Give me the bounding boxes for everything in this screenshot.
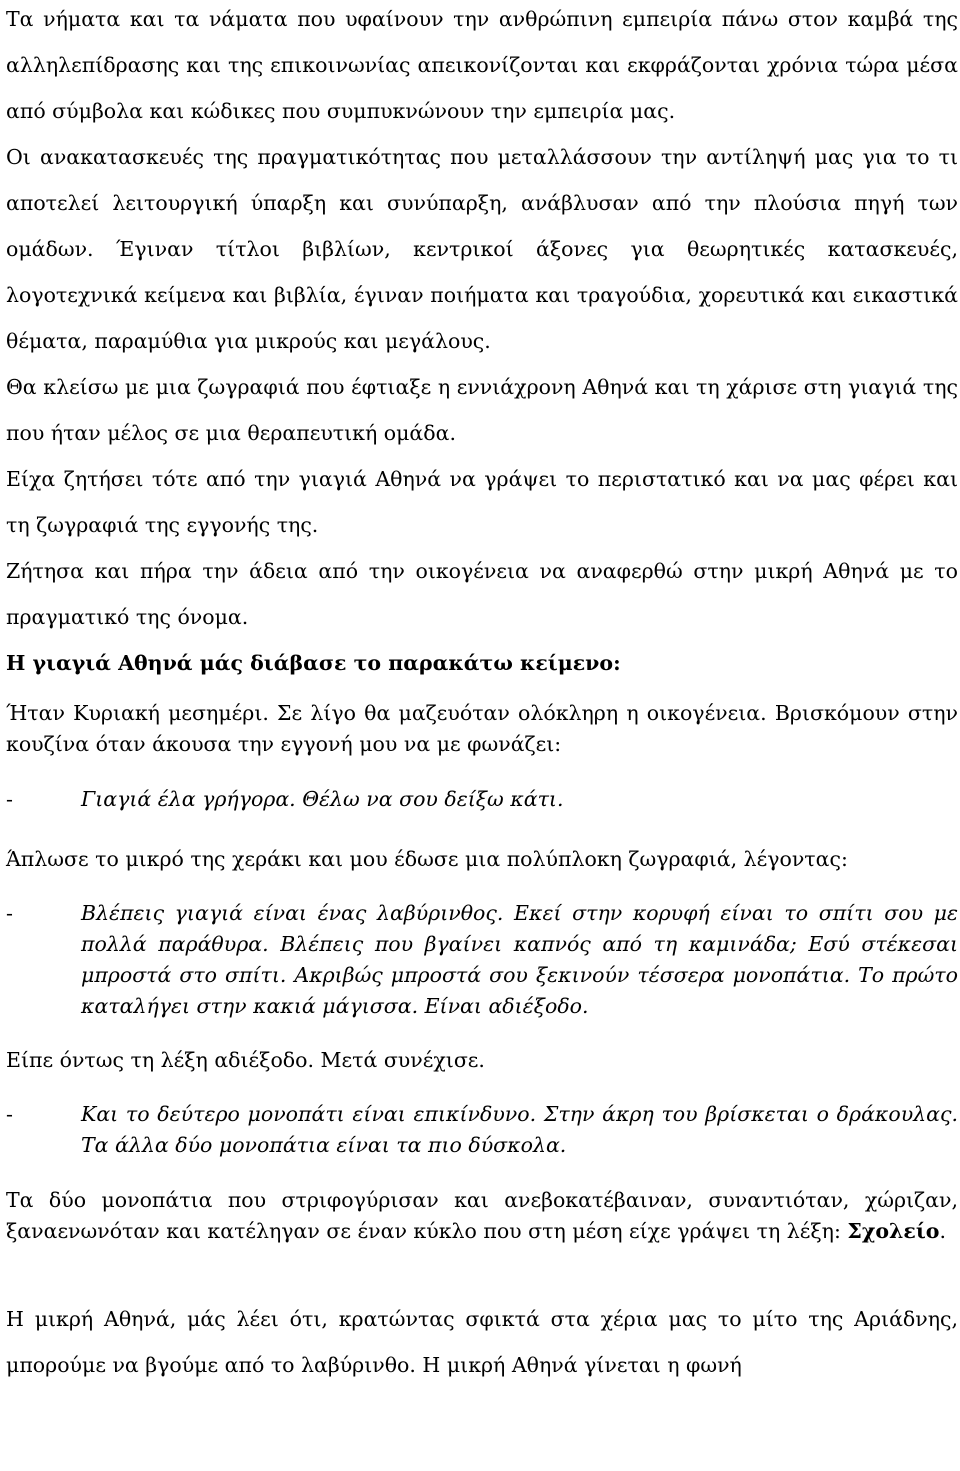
dialogue-line bbox=[6, 784, 958, 815]
dialogue-line bbox=[6, 1099, 958, 1161]
dialogue-dash: - bbox=[6, 901, 13, 925]
paragraph-paths-end: . bbox=[939, 1219, 947, 1243]
paragraph-intro: Τα νήματα και τα νάματα που υφαίνουν την ανθρώπινη εμπειρία πάνω στον καμβά της αλληλεπίδρασης και της επικοινωνίας απεικονίζονται και εκφράζονται χρόνια τώρα μέσα από σύμβολα και κώδικες που συμπυκνώνουν την εμπειρία μας. bbox=[6, 7, 958, 123]
paragraph-drawing: Θα κλείσω με μια ζωγραφιά που έφτιαξε η εννιάχρονη Αθηνά και τη χάρισε στη γιαγιά της που ήταν μέλος σε μια θεραπευτική ομάδα. bbox=[6, 375, 958, 445]
school-word: Σχολείο bbox=[847, 1219, 940, 1243]
paragraph-ariadne: Η μικρή Αθηνά, μάς λέει ότι, κρατώντας σφικτά στα χέρια μας το μίτο της Αριάδνης, μπορούμε να βγούμε από το λαβύρινθο. Η μικρή Αθηνά γίνεται η φωνή bbox=[6, 1307, 958, 1377]
paragraph-drawing-given: Άπλωσε το μικρό της χεράκι και μου έδωσε μια πολύπλοκη ζωγραφιά, λέγοντας: bbox=[6, 847, 848, 871]
paragraph-deadend: Είπε όντως τη λέξη αδιέξοδο. Μετά συνέχισε. bbox=[6, 1048, 485, 1072]
paragraph-request: Είχα ζητήσει τότε από την γιαγιά Αθηνά να γράψει το περιστατικό και να μας φέρει και τη ζωγραφιά της εγγονής της. bbox=[6, 467, 958, 537]
paragraph-paths bbox=[6, 1185, 958, 1247]
dialogue-line bbox=[6, 898, 958, 1022]
paragraph-paths-text: Τα δύο μονοπάτια που στριφογύρισαν και ανεβοκατέβαιναν, συναντιόταν, χώριζαν, ξαναενωνόταν και κατέληγαν σε έναν κύκλο που στη μέση είχε γράψει τη λέξη: bbox=[6, 1188, 958, 1243]
dialogue-dash: - bbox=[6, 787, 13, 811]
dialogue-text: Και το δεύτερο μονοπάτι είναι επικίνδυνο. Στην άκρη του βρίσκεται ο δράκουλας. Τα άλλα δύο μονοπάτια είναι τα πιο δύσκολα. bbox=[81, 1102, 958, 1157]
paragraph-reconstructions: Οι ανακατασκευές της πραγματικότητας που μεταλλάσσουν την αντίληψή μας για το τι αποτελεί λειτουργική ύπαρξη και συνύπαρξη, ανάβλυσαν από την πλούσια πηγή των ομάδων. Έγιναν τίτλοι βιβλίων, κεντρικοί άξονες για θεωρητικές κατασκευές, λογοτεχνικά κείμενα και βιβλία, έγιναν ποιήματα και τραγούδια, χορευτικά και εικαστικά θέματα, παραμύθια για μικρούς και μεγάλους. bbox=[6, 145, 958, 353]
dialogue-text: Γιαγιά έλα γρήγορα. Θέλω να σου δείξω κάτι. bbox=[81, 787, 564, 811]
dialogue-dash: - bbox=[6, 1102, 13, 1126]
paragraph-permission: Ζήτησα και πήρα την άδεια από την οικογένεια να αναφερθώ στην μικρή Αθηνά με το πραγματικό της όνομα. bbox=[6, 559, 958, 629]
paragraph-sunday: Ήταν Κυριακή μεσημέρι. Σε λίγο θα μαζευόταν ολόκληρη η οικογένεια. Βρισκόμουν στην κουζίνα όταν άκουσα την εγγονή μου να με φωνάζει: bbox=[6, 701, 958, 756]
dialogue-text: Βλέπεις γιαγιά είναι ένας λαβύρινθος. Εκεί στην κορυφή είναι το σπίτι σου με πολλά παράθυρα. Βλέπεις που βγαίνει καπνός από τη καμινάδα; Εσύ στέκεσαι μπροστά στο σπίτι. Ακριβώς μπροστά σου ξεκινούν τέσσερα μονοπάτια. Το πρώτο καταλήγει στην κακιά μάγισσα. Είναι αδιέξοδο. bbox=[81, 901, 958, 1018]
section-heading: Η γιαγιά Αθηνά μάς διάβασε το παρακάτω κείμενο: bbox=[6, 651, 621, 675]
document-page bbox=[6, 0, 958, 1388]
